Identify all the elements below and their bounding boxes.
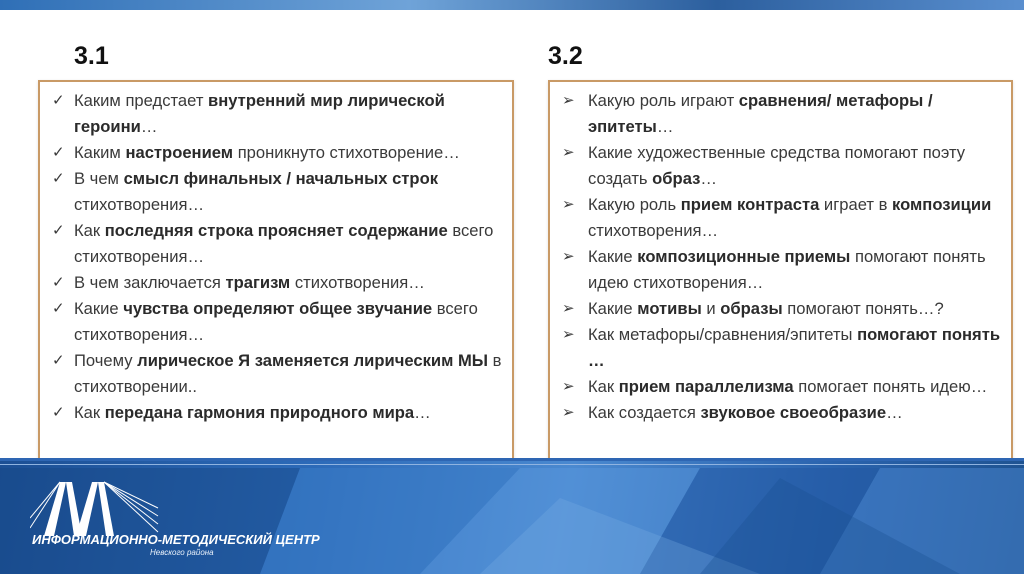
emphasis-text: трагизм [225, 273, 291, 292]
item-text: проникнуто стихотворение… [233, 143, 460, 162]
right-question-item [562, 374, 1003, 400]
emphasis-text: чувства определяют общее звучание [123, 299, 433, 318]
item-text: помогает понять идею… [793, 377, 988, 396]
emphasis-text: лирическое Я заменяется лирическим МЫ [137, 351, 489, 370]
arrow-bullet-icon: ➢ [562, 326, 575, 343]
right-question-item [562, 400, 1003, 426]
item-text: и [701, 299, 721, 318]
item-text: стихотворения… [588, 221, 719, 240]
item-text: … [414, 403, 431, 422]
left-question-item [52, 270, 504, 296]
emphasis-text: последняя строка проясняет содержание [104, 221, 448, 240]
left-question-list [52, 88, 504, 426]
emphasis-text: образ [652, 169, 701, 188]
right-question-item [562, 88, 1003, 140]
item-text: … [886, 403, 903, 422]
emphasis-text: смысл финальных / начальных строк [123, 169, 439, 188]
left-question-box [38, 80, 514, 460]
organization-logo [30, 478, 320, 568]
left-question-item [52, 400, 504, 426]
right-question-item [562, 192, 1003, 244]
heading-3-2: 3.2 [548, 42, 583, 70]
item-text: в стихотворении.. [74, 351, 502, 396]
left-question-item [52, 140, 504, 166]
item-text: Какие [588, 299, 638, 318]
heading-3-1: 3.1 [74, 42, 109, 70]
item-text: играет в [819, 195, 893, 214]
item-text: Какие [74, 299, 124, 318]
emphasis-text: образы [720, 299, 783, 318]
left-question-item [52, 348, 504, 400]
checkmark-icon: ✓ [52, 170, 65, 187]
arrow-bullet-icon: ➢ [562, 300, 575, 317]
right-question-item [562, 296, 1003, 322]
left-question-item [52, 166, 504, 218]
item-text: Какую роль [588, 195, 681, 214]
item-text: Какую роль играют [588, 91, 739, 110]
checkmark-icon: ✓ [52, 144, 65, 161]
item-text: стихотворения… [74, 195, 205, 214]
slide-content [0, 10, 1024, 458]
item-text: В чем заключается [74, 273, 226, 292]
item-text: Как создается [588, 403, 701, 422]
emphasis-text: прием контраста [680, 195, 820, 214]
emphasis-text: мотивы [637, 299, 702, 318]
right-question-item [562, 244, 1003, 296]
emphasis-text: внутренний мир лирической героини [74, 91, 445, 136]
item-text: В чем [74, 169, 124, 188]
checkmark-icon: ✓ [52, 404, 65, 421]
right-question-list [562, 88, 1003, 426]
item-text: помогают понять…? [782, 299, 944, 318]
emphasis-text: передана гармония природного мира [104, 403, 415, 422]
item-text: Как [588, 377, 619, 396]
checkmark-icon: ✓ [52, 92, 65, 109]
emphasis-text: звуковое своеобразие [700, 403, 887, 422]
item-text: Каким [74, 143, 126, 162]
left-question-item [52, 296, 504, 348]
right-question-box [548, 80, 1013, 460]
item-text: Как метафоры/сравнения/эпитеты [588, 325, 858, 344]
emphasis-text: композиционные приемы [637, 247, 851, 266]
item-text: стихотворения… [290, 273, 425, 292]
item-text: … [140, 117, 158, 136]
item-text: Почему [74, 351, 138, 370]
checkmark-icon: ✓ [52, 222, 65, 239]
arrow-bullet-icon: ➢ [562, 404, 575, 421]
arrow-bullet-icon: ➢ [562, 196, 575, 213]
left-question-item [52, 88, 504, 140]
item-text: Как [74, 403, 105, 422]
item-text: всего стихотворения… [74, 299, 478, 344]
item-text: помогают понять идею стихотворения… [588, 247, 986, 292]
emphasis-text: настроением [125, 143, 234, 162]
arrow-bullet-icon: ➢ [562, 248, 575, 265]
emphasis-text: помогают понять … [588, 325, 1001, 370]
emphasis-text: композиции [892, 195, 992, 214]
top-decor-strip [0, 0, 1024, 10]
item-text: Какие [588, 247, 638, 266]
item-text: всего стихотворения… [74, 221, 494, 266]
item-text: Как [74, 221, 105, 240]
arrow-bullet-icon: ➢ [562, 144, 575, 161]
item-text: Каким предстает [74, 91, 209, 110]
bridge-aa-logo-icon [30, 478, 160, 538]
right-question-item [562, 322, 1003, 374]
checkmark-icon: ✓ [52, 352, 65, 369]
logo-subtitle: Невского района [150, 548, 214, 557]
emphasis-text: сравнения/ метафоры / эпитеты [588, 91, 933, 136]
item-text: … [700, 169, 717, 188]
right-question-item [562, 140, 1003, 192]
checkmark-icon: ✓ [52, 274, 65, 291]
arrow-bullet-icon: ➢ [562, 92, 575, 109]
arrow-bullet-icon: ➢ [562, 378, 575, 395]
item-text: Какие художественные средства помогают поэту создать [588, 143, 966, 188]
checkmark-icon: ✓ [52, 300, 65, 317]
item-text: … [656, 117, 674, 136]
logo-title: ИНФОРМАЦИОННО-МЕТОДИЧЕСКИЙ ЦЕНТР [32, 532, 320, 547]
left-question-item [52, 218, 504, 270]
emphasis-text: прием параллелизма [618, 377, 794, 396]
